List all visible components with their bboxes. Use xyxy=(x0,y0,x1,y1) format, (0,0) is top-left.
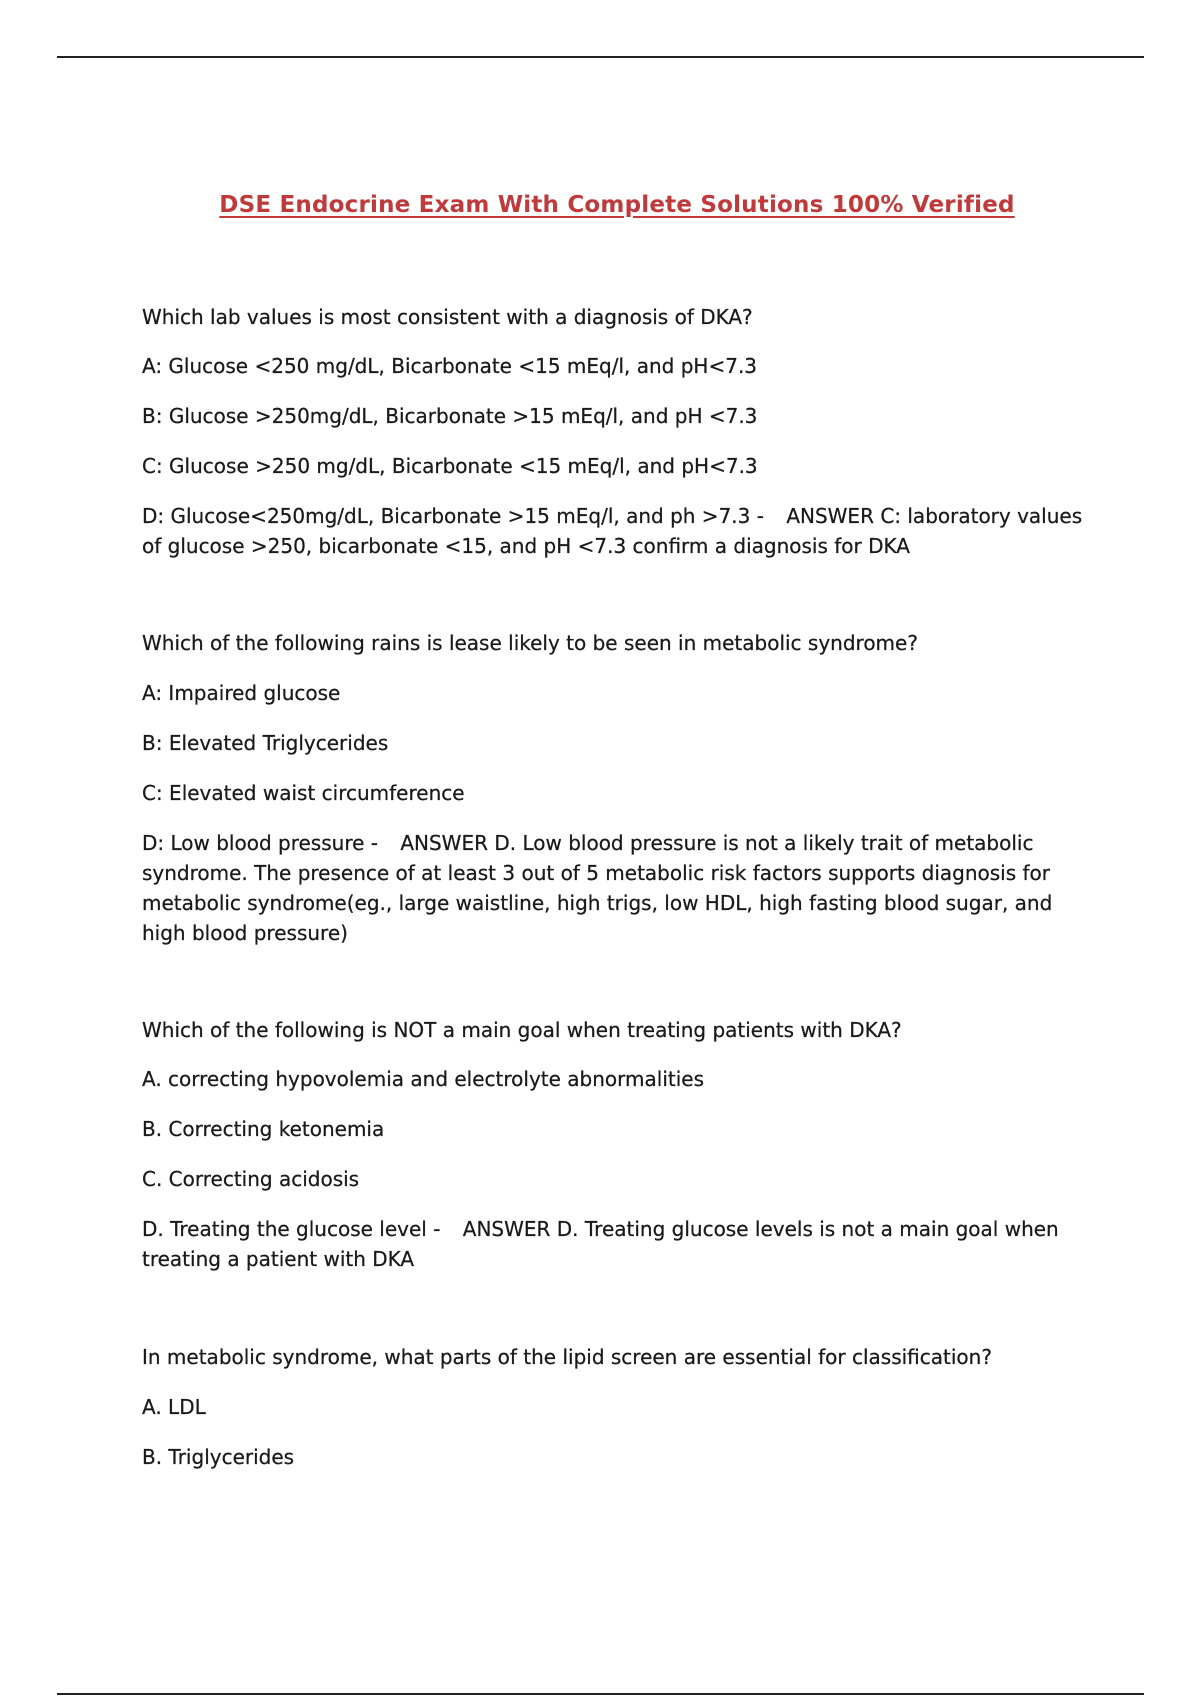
option-a: A. correcting hypovolemia and electrolyte abnormalities xyxy=(142,1067,705,1091)
answer-text: ANSWER D. Treating glucose levels is not a main goal when treating a patient with DKA xyxy=(142,1217,1059,1271)
question-prompt: Which of the following is NOT a main goal when treating patients with DKA? xyxy=(142,1018,902,1042)
option-d: D: Low blood pressure - xyxy=(142,831,378,855)
option-d: D. Treating the glucose level - xyxy=(142,1217,441,1241)
question-prompt: Which lab values is most consistent with a diagnosis of DKA? xyxy=(142,305,753,329)
option-a: A: Glucose <250 mg/dL, Bicarbonate <15 mEq/l, and pH<7.3 xyxy=(142,354,758,378)
question-2 xyxy=(142,628,1087,948)
document-title: DSE Endocrine Exam With Complete Solutions 100% Verified xyxy=(219,192,1015,218)
option-d: D: Glucose<250mg/dL, Bicarbonate >15 mEq/l, and ph >7.3 - xyxy=(142,504,764,528)
option-b: B: Elevated Triglycerides xyxy=(142,731,389,755)
option-c: C: Glucose >250 mg/dL, Bicarbonate <15 mEq/l, and pH<7.3 xyxy=(142,454,758,478)
option-b: B. Triglycerides xyxy=(142,1445,295,1469)
bottom-rule xyxy=(57,1693,1144,1695)
option-a: A: Impaired glucose xyxy=(142,681,341,705)
question-3 xyxy=(142,1015,1087,1274)
option-c: C. Correcting acidosis xyxy=(142,1167,360,1191)
question-4 xyxy=(142,1342,1087,1472)
question-prompt: In metabolic syndrome, what parts of the lipid screen are essential for classification? xyxy=(142,1345,992,1369)
option-d-with-answer xyxy=(142,1214,1087,1274)
option-b: B: Glucose >250mg/dL, Bicarbonate >15 mEq/l, and pH <7.3 xyxy=(142,404,758,428)
option-d-with-answer xyxy=(142,828,1087,948)
option-b: B. Correcting ketonemia xyxy=(142,1117,385,1141)
answer-text: ANSWER C: laboratory values of glucose >250, bicarbonate <15, and pH <7.3 confirm a diagnosis for DKA xyxy=(142,504,1083,558)
top-rule xyxy=(57,56,1144,58)
question-prompt: Which of the following rains is lease likely to be seen in metabolic syndrome? xyxy=(142,631,918,655)
option-d-with-answer xyxy=(142,501,1087,561)
answer-text: ANSWER D. Low blood pressure is not a likely trait of metabolic syndrome. The presence of at least 3 out of 5 metabolic risk factors supports diagnosis for metabolic syndrome(eg., large waistline, high trigs, low HDL, high fasting blood sugar, and high blood pressure) xyxy=(142,831,1053,945)
option-a: A. LDL xyxy=(142,1395,206,1419)
question-1 xyxy=(142,302,1087,561)
option-c: C: Elevated waist circumference xyxy=(142,781,465,805)
